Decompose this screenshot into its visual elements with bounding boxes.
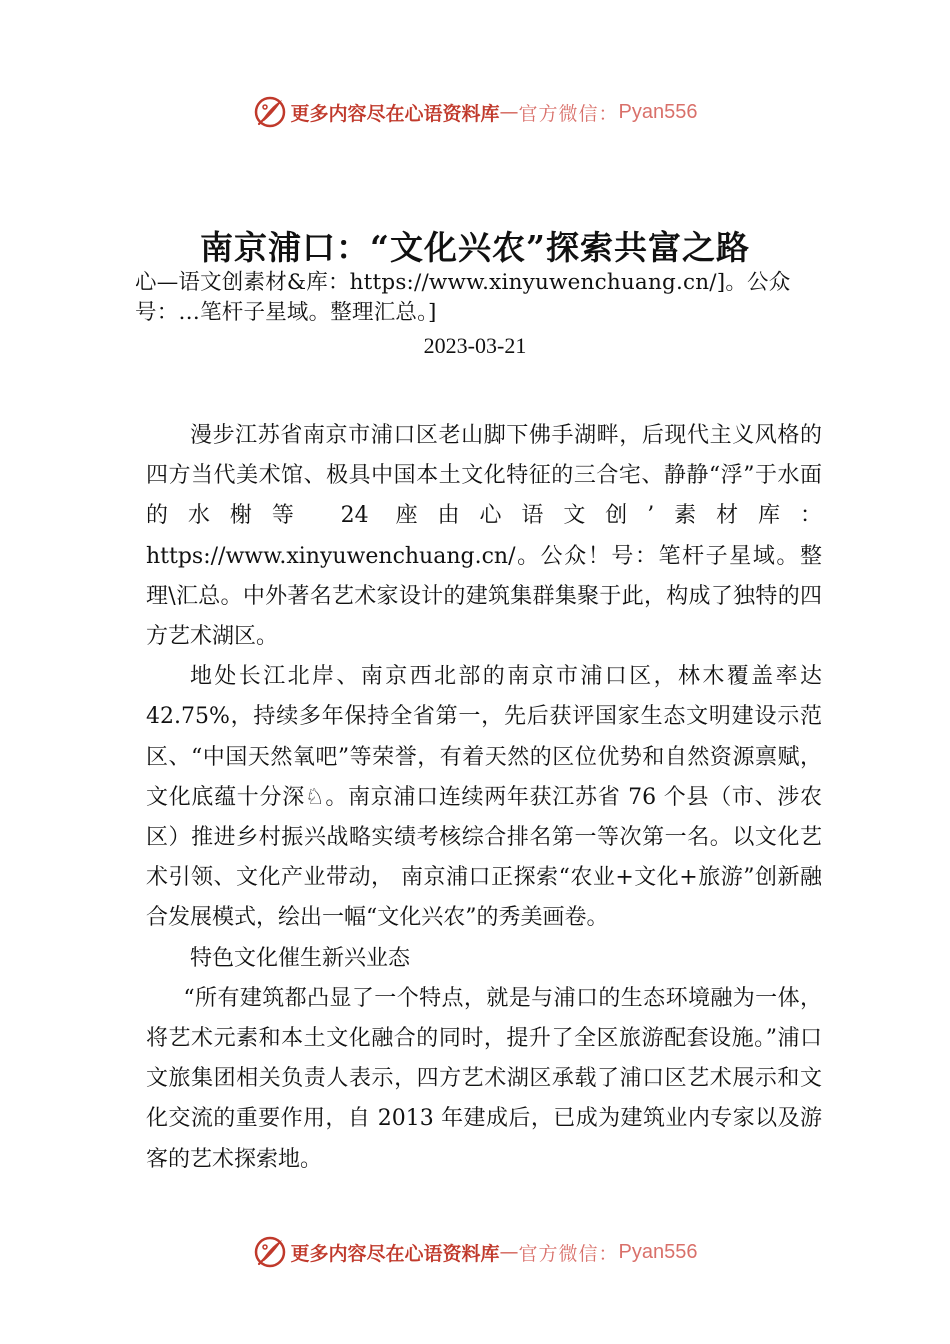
article-body <box>146 416 822 1180</box>
article-date: 2023-03-21 <box>423 333 527 358</box>
banner-main-text: 更多内容尽在心语资料库 <box>290 1242 500 1265</box>
banner-main-text: 更多内容尽在心语资料库 <box>290 102 500 125</box>
paragraph: 地处长江北岸、南京西北部的南京市浦口区，林木覆盖率达 42.75%，持续多年保持全省第一，先后获评国家生态文明建设示范区、“中国天然氧吧”等荣誉，有着天然的区位优势和自然资源禀赋，文化底蕴十分深♘。南京浦口连续两年获江苏省 76 个县（市、涉农区）推进乡村振兴战略实绩考核综合排名第一等次第一名。以文化艺术引领、文化产业带动， 南京浦口正探索“农业+文化+旅游”创新融合发展模式，绘出一幅“文化兴农”的秀美画卷。 <box>146 664 822 931</box>
section-heading: 特色文化催生新兴业态 <box>190 945 411 971</box>
paragraph: 漫步江苏省南京市浦口区老山脚下佛手湖畔，后现代主义风格的四方当代美术馆、极具中国本土文化特征的三合宅、静静“浮”于水面的水榭等 24 座由心语文创’素材库：https://www.xinyuwenchuang.cn/。公众！号：笔杆子星域。整理\汇总。中外著名艺术家设计的建筑集群集聚于此，构成了独特的四方艺术湖区。 <box>146 423 822 650</box>
header-banner <box>0 92 950 132</box>
banner-dash: — <box>499 101 519 123</box>
banner-wechat-id: Pyan556 <box>618 100 698 123</box>
quill-pen-logo-icon <box>253 95 287 129</box>
banner-dash: — <box>499 1241 519 1263</box>
banner-wechat-label: 官方微信： <box>518 1242 619 1265</box>
paragraph: “所有建筑都凸显了一个特点，就是与浦口的生态环境融为一体，将艺术元素和本土文化融合的同时，提升了全区旅游配套设施。”浦口文旅集团相关负责人表示，四方艺术湖区承载了浦口区艺术展示和文化交流的重要作用，自 2013 年建成后，已成为建筑业内专家以及游客的艺术探索地。 <box>146 985 822 1172</box>
article-title: 南京浦口：“文化兴农”探索共富之路 <box>200 228 750 267</box>
banner-wechat-label: 官方微信： <box>518 102 619 125</box>
banner-wechat-id: Pyan556 <box>618 1240 698 1263</box>
article-source: 心—语文创素材&库：https://www.xinyuwenchuang.cn/]。公众号：…笔杆子星域。整理汇总。] <box>135 270 791 325</box>
quill-pen-logo-icon <box>253 1235 287 1269</box>
footer-banner <box>0 1232 950 1272</box>
